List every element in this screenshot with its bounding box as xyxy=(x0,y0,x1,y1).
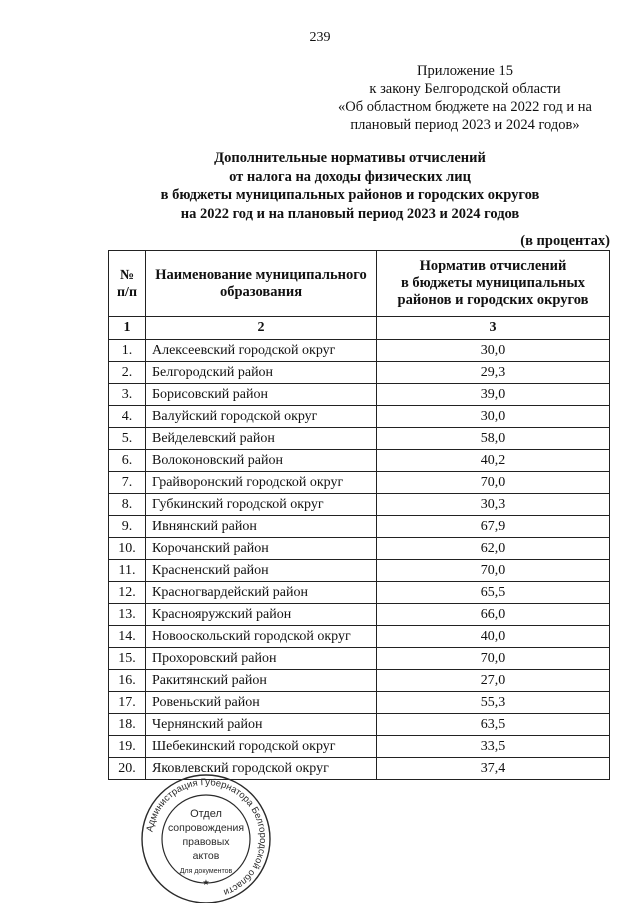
municipality-name: Валуйский городской округ xyxy=(146,406,377,428)
document-title xyxy=(60,149,640,223)
row-number: 20. xyxy=(109,758,146,780)
column-number-1: 1 xyxy=(109,317,146,340)
municipality-name: Яковлевский городской округ xyxy=(146,758,377,780)
table-row xyxy=(109,516,610,538)
table-row xyxy=(109,494,610,516)
stamp-bottom-text: Для документов xyxy=(179,868,233,875)
table-row xyxy=(109,714,610,736)
table-row xyxy=(109,362,610,384)
table-row xyxy=(109,560,610,582)
header-number-line-2: п/п xyxy=(116,284,138,300)
norm-value: 37,4 xyxy=(377,758,610,780)
norm-value: 58,0 xyxy=(377,428,610,450)
row-number: 11. xyxy=(109,560,146,582)
norm-value: 67,9 xyxy=(377,516,610,538)
row-number: 8. xyxy=(109,494,146,516)
stamp-ring-text: Администрация Губернатора Белгородской области xyxy=(144,776,269,898)
norm-value: 63,5 xyxy=(377,714,610,736)
municipality-name: Краснояружский район xyxy=(146,604,377,626)
table-row xyxy=(109,384,610,406)
row-number: 7. xyxy=(109,472,146,494)
municipality-name: Губкинский городской округ xyxy=(146,494,377,516)
appendix-line-1: Приложение 15 xyxy=(417,63,513,79)
table-row xyxy=(109,472,610,494)
municipality-name: Алексеевский городской округ xyxy=(146,340,377,362)
municipality-name: Новооскольский городской округ xyxy=(146,626,377,648)
stamp-line-4: актов xyxy=(192,850,220,862)
star-icon: ★ xyxy=(202,878,210,887)
table-row xyxy=(109,538,610,560)
stamp-line-3: правовых xyxy=(182,836,230,848)
appendix-line-3: «Об областном бюджете на 2022 год и на xyxy=(338,99,592,115)
table-row xyxy=(109,670,610,692)
municipality-name: Шебекинский городской округ xyxy=(146,736,377,758)
municipality-name: Красненский район xyxy=(146,560,377,582)
table-row xyxy=(109,450,610,472)
norm-value: 70,0 xyxy=(377,560,610,582)
title-line-2: от налога на доходы физических лиц xyxy=(229,168,471,185)
norms-table xyxy=(108,250,610,780)
table-row xyxy=(109,648,610,670)
row-number: 2. xyxy=(109,362,146,384)
appendix-line-2: к закону Белгородской области xyxy=(369,81,561,97)
municipality-name: Ракитянский район xyxy=(146,670,377,692)
row-number: 18. xyxy=(109,714,146,736)
table-row xyxy=(109,582,610,604)
title-line-3: в бюджеты муниципальных районов и городских округов xyxy=(160,187,540,203)
norm-value: 65,5 xyxy=(377,582,610,604)
row-number: 19. xyxy=(109,736,146,758)
municipality-name: Белгородский район xyxy=(146,362,377,384)
row-number: 14. xyxy=(109,626,146,648)
row-number: 12. xyxy=(109,582,146,604)
title-line-1: Дополнительные нормативы отчислений xyxy=(214,150,486,166)
norm-value: 30,0 xyxy=(377,340,610,362)
stamp-line-1: Отдел xyxy=(190,808,222,820)
table-row xyxy=(109,604,610,626)
row-number: 10. xyxy=(109,538,146,560)
municipality-name: Прохоровский район xyxy=(146,648,377,670)
norm-value: 62,0 xyxy=(377,538,610,560)
header-value-line-1: Норматив отчислений xyxy=(419,258,567,274)
norm-value: 30,0 xyxy=(377,406,610,428)
header-value-line-2: в бюджеты муниципальных xyxy=(400,275,586,291)
row-number: 1. xyxy=(109,340,146,362)
row-number: 5. xyxy=(109,428,146,450)
header-name-line-1: Наименование муниципального xyxy=(155,266,367,283)
norm-value: 70,0 xyxy=(377,472,610,494)
municipality-name: Волоконовский район xyxy=(146,450,377,472)
stamp-line-2: сопровождения xyxy=(167,822,245,834)
row-number: 3. xyxy=(109,384,146,406)
municipality-name: Корочанский район xyxy=(146,538,377,560)
header-name-line-2: образования xyxy=(219,283,303,300)
appendix-header xyxy=(300,62,630,134)
row-number: 13. xyxy=(109,604,146,626)
municipality-name: Ровеньский район xyxy=(146,692,377,714)
header-name xyxy=(146,251,377,317)
row-number: 4. xyxy=(109,406,146,428)
norm-value: 40,0 xyxy=(377,626,610,648)
title-line-4: на 2022 год и на плановый период 2023 и 2024 годов xyxy=(180,205,520,222)
municipality-name: Чернянский район xyxy=(146,714,377,736)
norm-value: 55,3 xyxy=(377,692,610,714)
table-row xyxy=(109,428,610,450)
column-numbers-row xyxy=(109,317,610,340)
header-value xyxy=(377,251,610,317)
column-number-3: 3 xyxy=(377,317,610,340)
table-row xyxy=(109,340,610,362)
norm-value: 39,0 xyxy=(377,384,610,406)
municipality-name: Красногвардейский район xyxy=(146,582,377,604)
page-number: 239 xyxy=(309,30,331,45)
appendix-line-4: плановый период 2023 и 2024 годов» xyxy=(350,117,580,133)
row-number: 9. xyxy=(109,516,146,538)
norm-value: 27,0 xyxy=(377,670,610,692)
norm-value: 29,3 xyxy=(377,362,610,384)
table-row xyxy=(109,736,610,758)
municipality-name: Борисовский район xyxy=(146,384,377,406)
column-number-2: 2 xyxy=(146,317,377,340)
norm-value: 66,0 xyxy=(377,604,610,626)
seal-stamp xyxy=(136,773,276,903)
norm-value: 40,2 xyxy=(377,450,610,472)
row-number: 15. xyxy=(109,648,146,670)
row-number: 6. xyxy=(109,450,146,472)
header-number xyxy=(109,251,146,317)
table-row xyxy=(109,692,610,714)
row-number: 17. xyxy=(109,692,146,714)
units-label: (в процентах) xyxy=(520,233,610,249)
row-number: 16. xyxy=(109,670,146,692)
municipality-name: Ивнянский район xyxy=(146,516,377,538)
norm-value: 33,5 xyxy=(377,736,610,758)
table-row xyxy=(109,626,610,648)
table-row xyxy=(109,406,610,428)
norm-value: 70,0 xyxy=(377,648,610,670)
norm-value: 30,3 xyxy=(377,494,610,516)
header-number-line-1: № xyxy=(119,267,135,283)
municipality-name: Грайворонский городской округ xyxy=(146,472,377,494)
header-value-line-3: районов и городских округов xyxy=(397,292,589,308)
municipality-name: Вейделевский район xyxy=(146,428,377,450)
table-header-row xyxy=(109,251,610,317)
